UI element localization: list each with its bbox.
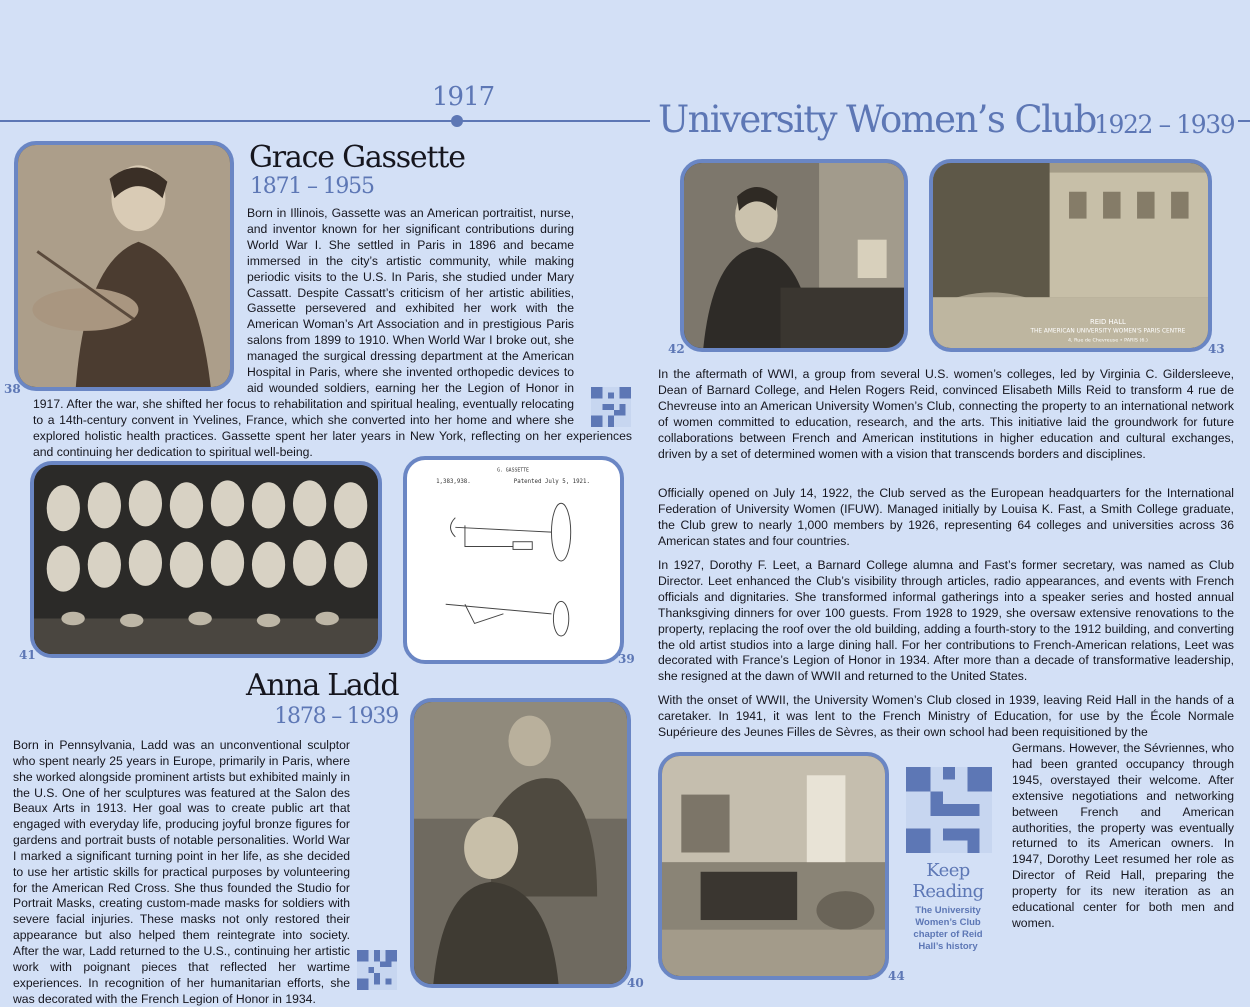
section-title: University Women’s Club [658,98,1096,141]
photo-ladd-studio [410,698,631,988]
photo-reid-hall-postcard [929,159,1212,352]
keep-reading-caption: The University Women’s Club chapter of Reid Hall’s history [913,905,983,952]
club-paragraph-2: Officially opened on July 14, 1922, the Club served as the European headquarters for the International Federation of University Women (IFUW). Managed initially by Louisa K. Fast, a Smith College graduate, the Club grew to nearly 1,000 members by 1926, representing 64 colleges and universities across 36 American states and four countries. [658,486,1234,548]
club-paragraph-5: Germans. However, the Sévriennes, who had been granted occupancy through 1945, overstayed their welcome. After extensive negotiations and networking between French and American authorities, the property was eventually returned to its American owners. In 1947, Dorothy Leet resumed her role as Director of Reid Hall, preparing the property for its new iteration as an educational center for both men and women. [1012,741,1234,930]
timeline-dot [451,115,463,127]
qr-code-ladd-icon[interactable] [357,950,397,990]
photo-portrait-masks [30,461,382,658]
ladd-bio [13,738,398,1007]
patent-inventor: G. GASSETTE [497,468,529,474]
photo-dorothy-leet-desk [680,159,908,352]
ladd-name: Anna Ladd [246,668,399,703]
gassette-years: 1871 – 1955 [250,174,374,199]
timeline-line-left [0,120,650,122]
postcard-line1: REID HALL [1090,318,1126,327]
gassette-bio [33,206,632,461]
ladd-bio-text: Born in Pennsylvania, Ladd was an unconventional sculptor who spent nearly 25 years in Europe, primarily in Paris, where she worked alongside prominent artists but exhibited mainly in the U.S. One of her sculptures was featured at the Salon des Beaux Arts in 1913. Her goal was to create public art that engaged with everyday life, producing joyful bronze figures for gardens and portrait busts of notable personalities. World War I marked a significant turning point in her life, as she decided to use her artistic skills for practical purposes by volunteering for the American Red Cross. She thus founded the Studio for Portrait Masks, creating custom-made masks for soldiers with severe facial injuries. These masks not only restored their appearance but also helped them reintegrate into society. After the war, Ladd returned to the U.S., continuing her artistic work with poignant pieces that reflected her wartime experiences. In recognition of her humanitarian efforts, she was decorated with the French Legion of Honor in 1934. [13,738,350,1006]
figure-number-40: 40 [627,976,644,990]
figure-number-43: 43 [1208,342,1225,356]
club-paragraph-1: In the aftermath of WWI, a group from several U.S. women’s colleges, led by Virginia C. Gildersleeve, Dean of Barnard College, and Helen Rogers Reid, convinced Elisabeth Mills Reid to transform 4 rue de Chevreuse into an American University Women’s Club, connecting the property to an international network of women committed to education, research, and the arts. This initiative laid the groundwork for future collaborations between French and American institutions in higher education and cultural exchanges, driven by a set of determined women with a vision that transcends borders and disciplines. [658,367,1234,461]
patent-date: Patented July 5, 1921. [513,479,590,486]
section-years: 1922 – 1939 [1094,110,1235,139]
club-paragraph-4: With the onset of WWII, the University Women’s Club closed in 1939, leaving Reid Hall in the hands of a caretaker. In 1941, it was lent to the French Ministry of Education, for use by the École Normale Supérieure des Jeunes Filles de Sèvres, as their own school had been requisitioned by the [658,693,1234,739]
ladd-years: 1878 – 1939 [274,704,398,729]
figure-number-44: 44 [888,969,905,983]
gassette-float-spacer [33,206,247,382]
patent-number: 1,383,938. [436,479,471,486]
image-patent-drawing [403,456,624,664]
gassette-bio-text: Born in Illinois, Gassette was an American portraitist, nurse, and inventor known for her significant contributions during World War I. She settled in Paris in 1896 and became immersed in the city’s artistic community, while making periodic visits to the U.S. In Paris, she studied under Mary Cassatt. Despite Cassatt’s criticism of her artistic abilities, Gassette persevered and exhibited her work with the American Woman’s Art Association and in prestigious Paris salons from 1899 to 1910. When World War I broke out, she managed the surgical dressing department at the American Hospital in Paris, where she invented orthopedic devices to aid wounded soldiers, earning her the Legion of Honor in 1917. After the war, she shifted her focus to rehabilitation and spiritual healing, eventually relocating to a 14th-century convent in Yvelines, France, which she converted into her home and where she explored holistic health practices. Gassette spent her later years in New York, reflecting on her experiences and continuing her dedication to spiritual well-being. [33,206,632,459]
postcard-line2: THE AMERICAN UNIVERSITY WOMEN'S PARIS CENTRE [1030,328,1186,335]
figure-number-42: 42 [668,342,685,356]
figure-number-38: 38 [4,382,21,396]
keep-reading-title[interactable]: Keep Reading [912,860,984,902]
figure-number-39: 39 [618,652,635,666]
photo-reid-hall-salon [658,752,889,980]
qr-code-keep-reading-icon[interactable] [906,767,992,853]
timeline-line-right [1238,120,1250,122]
club-paragraph-3: In 1927, Dorothy F. Leet, a Barnard College alumna and Fast’s former secretary, was named as Club Director. Leet enhanced the Club’s visibility through articles, radio appearances, and events with French officials and dignitaries. She transformed informal gatherings into a speaker series and hosted annual Thanksgiving dinners for over 100 guests. From 1928 to 1929, she oversaw extensive renovations to the property, replacing the roof over the old building, adding a fourth-story to the 1912 building, and converting the old artist studios into a large dining hall. For her contributions to French-American relations, Leet was decorated with France’s Legion of Honor in 1934. After more than a decade of transformative leadership, she resigned at the dawn of WWII and returned to the United States. [658,558,1234,684]
timeline-year: 1917 [432,82,495,112]
gassette-name: Grace Gassette [249,140,465,175]
postcard-line3: 4, Rue de Chevreuse • PARIS (6.) [1067,338,1148,344]
qr-code-gassette-icon[interactable] [591,387,631,427]
figure-number-41: 41 [19,648,36,662]
